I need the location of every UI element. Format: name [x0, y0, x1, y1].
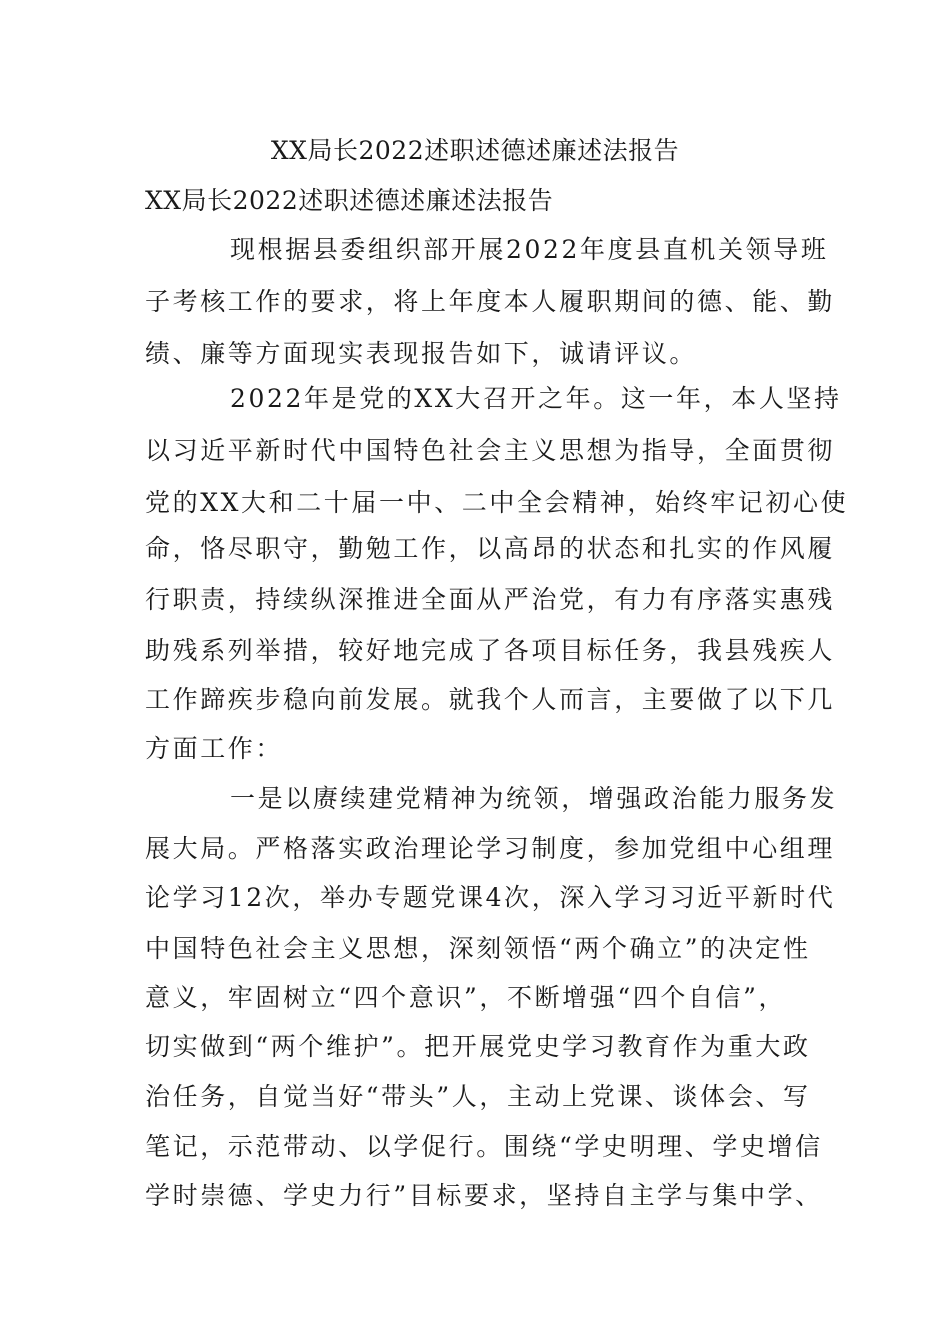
paragraph-line: 展大局。严格落实政治理论学习制度，参加党组中心组理	[145, 834, 836, 863]
paragraph-line: 绩、廉等方面现实表现报告如下，诚请评议。	[145, 339, 698, 368]
paragraph-line: 治任务，自觉当好“带头”人，主动上党课、谈体会、写	[145, 1082, 811, 1111]
paragraph-line: 笔记，示范带动、以学促行。围绕“学史明理、学史增信	[145, 1132, 823, 1161]
paragraph-line: 意义，牢固树立“四个意识”，不断增强“四个自信”，	[145, 983, 787, 1012]
paragraph-line: 现根据县委组织部开展2022年度县直机关领导班	[230, 235, 829, 264]
paragraph-line: 子考核工作的要求，将上年度本人履职期间的德、能、勤	[145, 287, 836, 316]
paragraph-line: 以习近平新时代中国特色社会主义思想为指导，全面贯彻	[145, 436, 836, 465]
paragraph-line: 2022年是党的XX大召开之年。这一年，本人坚持	[230, 384, 842, 413]
paragraph-line: 工作蹄疾步稳向前发展。就我个人而言，主要做了以下几	[145, 685, 836, 714]
paragraph-line: 中国特色社会主义思想，深刻领悟“两个确立”的决定性	[145, 934, 811, 963]
paragraph-line: 方面工作：	[145, 734, 284, 763]
paragraph-line: 行职责，持续纵深推进全面从严治党，有力有序落实惠残	[145, 585, 836, 614]
paragraph-line: 助残系列举措，较好地完成了各项目标任务，我县残疾人	[145, 636, 836, 665]
paragraph-line: 论学习12次，举办专题党课4次，深入学习习近平新时代	[145, 883, 836, 912]
paragraph-line: 党的XX大和二十届一中、二中全会精神，始终牢记初心使	[145, 488, 849, 517]
document-subtitle: XX局长2022述职述德述廉述法报告	[145, 186, 554, 215]
paragraph-line: 命，恪尽职守，勤勉工作，以高昂的状态和扎实的作风履	[145, 534, 836, 563]
paragraph-line: 学时崇德、学史力行”目标要求，坚持自主学与集中学、	[145, 1181, 823, 1210]
paragraph-line: 切实做到“两个维护”。把开展党史学习教育作为重大政	[145, 1032, 811, 1061]
document-title: XX局长2022述职述德述廉述法报告	[270, 136, 680, 165]
paragraph-line: 一是以赓续建党精神为统领，增强政治能力服务发	[230, 784, 838, 813]
